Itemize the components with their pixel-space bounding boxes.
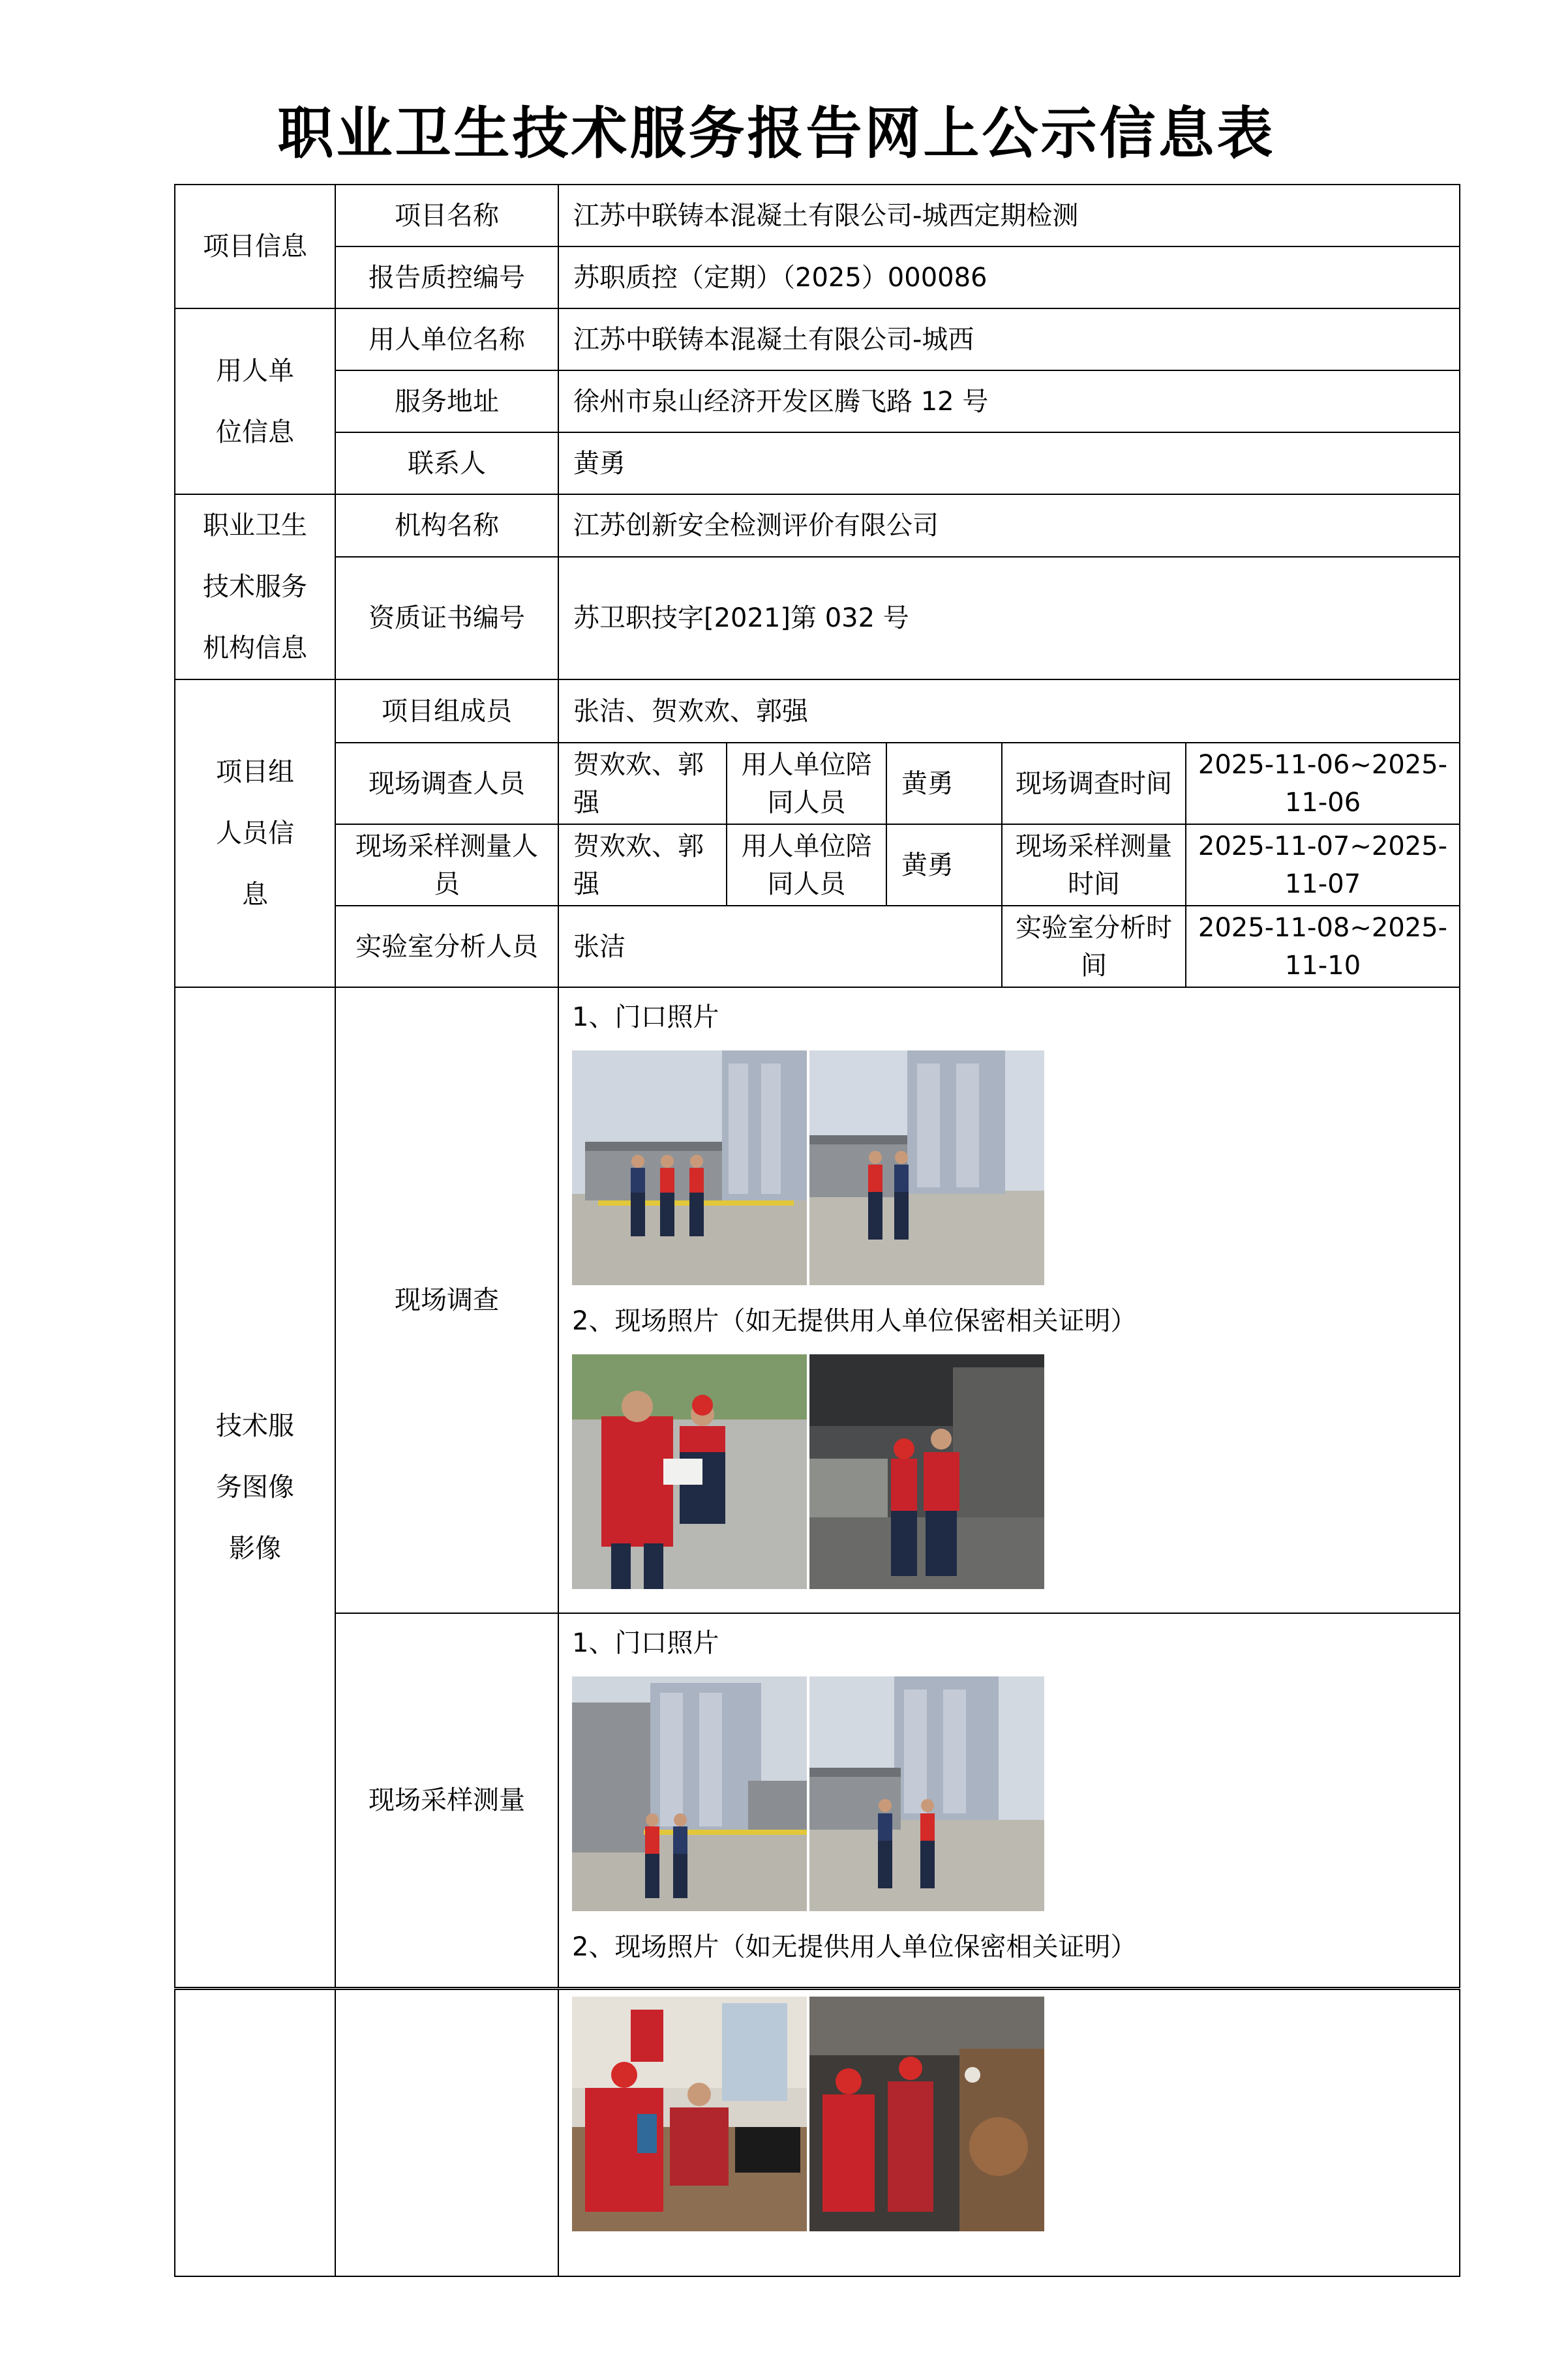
info-table [174, 184, 1460, 1988]
employer-name-value: 江苏中联铸本混凝土有限公司-城西 [558, 308, 1460, 370]
survey-staff-label: 现场调查人员 [335, 743, 558, 824]
project-name-value: 江苏中联铸本混凝土有限公司-城西定期检测 [558, 185, 1460, 246]
gate-photo [572, 1676, 807, 1911]
sampling-images-label: 现场采样测量 [335, 1613, 558, 1987]
survey-site-caption: 2、现场照片（如无提供用人单位保密相关证明） [572, 1306, 1137, 1336]
survey-staff-value: 贺欢欢、郭强 [558, 743, 727, 824]
continuation-table [174, 1989, 1460, 2277]
report-code-label: 报告质控编号 [335, 246, 558, 308]
lab-time-label: 实验室分析时间 [1002, 906, 1186, 987]
service-address-label: 服务地址 [335, 370, 558, 432]
project-group-label: 项目信息 [175, 185, 335, 308]
sampling-time-label: 现场采样测量时间 [1002, 824, 1186, 906]
survey-escort-value: 黄勇 [886, 743, 1002, 824]
lab-staff-value: 张洁 [558, 906, 1002, 987]
report-code-value: 苏职质控（定期）（2025）000086 [558, 246, 1460, 308]
employer-name-label: 用人单位名称 [335, 308, 558, 370]
gate-photo [809, 1676, 1044, 1911]
sampling-escort-label: 用人单位陪同人员 [727, 824, 886, 906]
survey-gate-photos [572, 1050, 1446, 1285]
gate-photo [572, 1050, 807, 1285]
site-photo [572, 1354, 807, 1589]
site-photo [572, 1997, 807, 2231]
sampling-staff-label: 现场采样测量人员 [335, 824, 558, 906]
survey-site-photos [572, 1354, 1446, 1589]
survey-gate-caption: 1、门口照片 [572, 1002, 719, 1032]
site-photo [809, 1354, 1044, 1589]
sampling-site-photos [572, 1997, 1446, 2231]
continuation-group-cell [175, 1989, 335, 2276]
project-name-label: 项目名称 [335, 185, 558, 246]
contact-value: 黄勇 [558, 432, 1460, 494]
survey-escort-label: 用人单位陪同人员 [727, 743, 886, 824]
lab-staff-label: 实验室分析人员 [335, 906, 558, 987]
service-address-value: 徐州市泉山经济开发区腾飞路 12 号 [558, 370, 1460, 432]
agency-name-value: 江苏创新安全检测评价有限公司 [558, 494, 1460, 557]
agency-name-label: 机构名称 [335, 494, 558, 557]
sampling-site-caption: 2、现场照片（如无提供用人单位保密相关证明） [572, 1932, 1137, 1962]
sampling-staff-value: 贺欢欢、郭强 [558, 824, 727, 906]
lab-time-value: 2025-11-08~2025-11-10 [1186, 906, 1460, 987]
sampling-time-value: 2025-11-07~2025-11-07 [1186, 824, 1460, 906]
sampling-gate-photos [572, 1676, 1446, 1911]
team-members-value: 张洁、贺欢欢、郭强 [558, 679, 1460, 743]
survey-time-value: 2025-11-06~2025-11-06 [1186, 743, 1460, 824]
gate-photo [809, 1050, 1044, 1285]
site-photo [809, 1997, 1044, 2231]
contact-label: 联系人 [335, 432, 558, 494]
team-group-label: 项目组人员信息 [216, 757, 294, 910]
team-members-label: 项目组成员 [335, 679, 558, 743]
cert-value: 苏卫职技字[2021]第 032 号 [558, 557, 1460, 679]
survey-time-label: 现场调查时间 [1002, 743, 1186, 824]
agency-group-label: 职业卫生技术服务机构信息 [203, 511, 307, 663]
page-title: 职业卫生技术服务报告网上公示信息表 [277, 101, 1276, 166]
cert-label: 资质证书编号 [335, 557, 558, 679]
sampling-gate-caption: 1、门口照片 [572, 1628, 719, 1658]
survey-images-label: 现场调查 [335, 987, 558, 1613]
sampling-escort-value: 黄勇 [886, 824, 1002, 906]
continuation-label-cell [335, 1989, 558, 2276]
employer-group-label: 用人单位信息 [216, 355, 294, 447]
images-group-label: 技术服务图像影像 [216, 1411, 294, 1564]
